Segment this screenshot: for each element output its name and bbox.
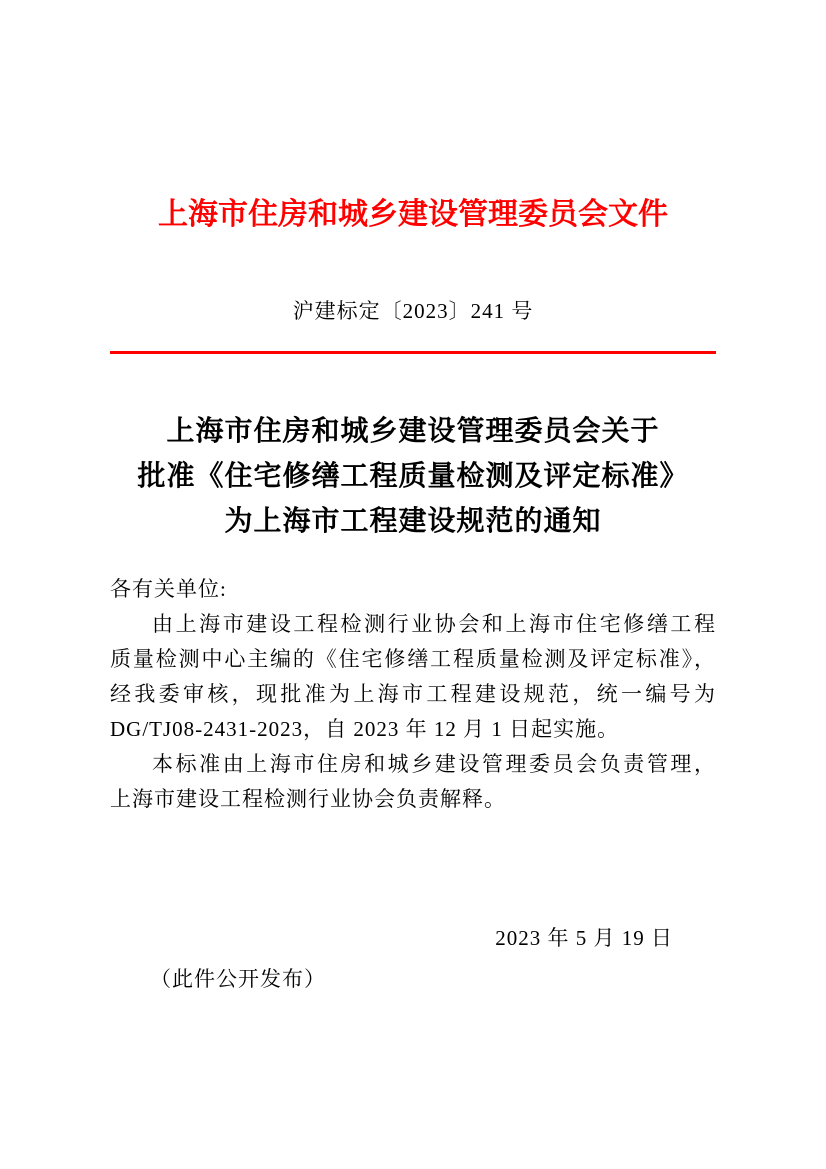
body-line: 本标准由上海市住房和城乡建设管理委员会负责管理， [152,752,716,776]
body-line: 经我委审核，现批准为上海市工程建设规范，统一编号为 [110,682,716,706]
notice-title-line-3: 为上海市工程建设规范的通知 [224,506,602,537]
red-divider-line [110,351,716,354]
document-body [110,572,716,817]
body-line: 质量检测中心主编的《住宅修缮工程质量检测及评定标准》， [110,647,716,671]
salutation: 各有关单位: [110,577,227,601]
body-line: DG/TJ08-2431-2023，自 2023 年 12 月 1 日起实施。 [110,717,620,741]
body-line: 由上海市建设工程检测行业协会和上海市住宅修缮工程 [152,612,716,636]
issue-date: 2023 年 5 月 19 日 [495,926,673,950]
notice-title [110,409,716,544]
agency-letterhead-title: 上海市住房和城乡建设管理委员会文件 [158,198,668,231]
notice-title-line-2: 批准《住宅修缮工程质量检测及评定标准》 [137,461,689,492]
notice-title-line-1: 上海市住房和城乡建设管理委员会关于 [166,416,660,447]
document-number: 沪建标定〔2023〕241 号 [292,299,534,323]
body-line: 上海市建设工程检测行业协会负责解释。 [110,787,506,811]
publish-note: （此件公开发布） [150,967,326,991]
